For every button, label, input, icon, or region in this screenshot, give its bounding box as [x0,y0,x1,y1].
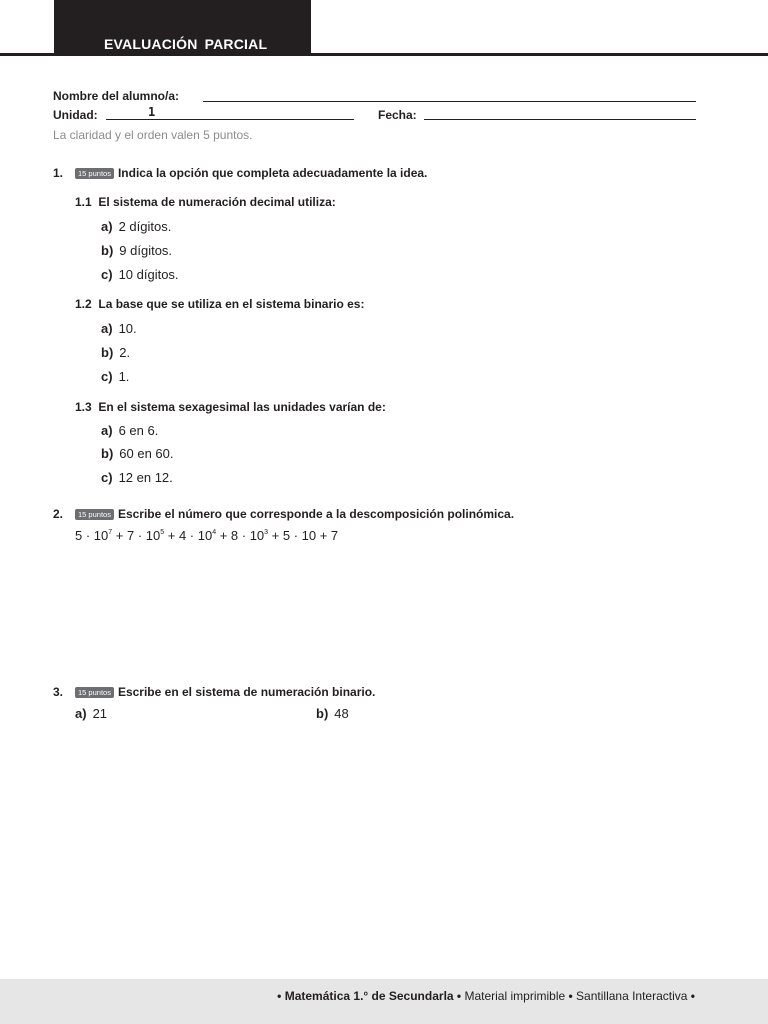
question-3-prompt [75,683,375,701]
option-3-b [316,706,349,721]
points-badge: 15 puntos [75,168,114,179]
formula-exponent: 4 [212,529,217,536]
option-letter: a) [101,423,113,438]
option-letter: c) [101,470,113,485]
footer-publisher: Santillana Interactiva [576,989,688,1003]
option-1-3-a [101,423,158,438]
header-rule [0,53,768,56]
question-number: 1. [53,166,64,180]
option-letter: b) [101,345,114,360]
option-letter: b) [101,243,114,258]
points-badge: 15 puntos [75,509,114,520]
formula-term: + 5 · 10 + 7 [268,528,339,543]
grading-note: La claridad y el orden valen 5 puntos. [53,128,253,142]
unit-label: Unidad: [53,108,98,122]
option-letter: a) [75,706,87,721]
formula-exponent: 7 [108,529,113,536]
subquestion-text: El sistema de numeración decimal utiliza: [98,195,336,209]
subquestion-number: 1.2 [75,297,92,311]
option-letter: c) [101,267,113,282]
date-line[interactable] [424,119,696,120]
option-1-2-c [101,369,129,384]
formula-exponent: 5 [160,529,165,536]
subquestion-1-2 [75,297,364,311]
option-letter: b) [316,706,329,721]
footer-bullet: • [568,989,573,1003]
formula-term: + 8 · 10 [216,528,265,543]
name-label: Nombre del alumno/a: [53,89,180,103]
option-text: 10 dígitos. [118,267,179,282]
option-1-2-a [101,321,137,336]
subquestion-text: La base que se utiliza en el sistema binario es: [98,297,365,311]
subquestion-number: 1.1 [75,195,92,209]
question-text: Escribe el número que corresponde a la descomposición polinómica. [117,507,515,521]
option-1-3-c [101,470,173,485]
question-number: 2. [53,507,64,521]
option-text: 6 en 6. [118,423,159,438]
option-letter: b) [101,446,114,461]
page-title: EVALUACIÓN PARCIAL [104,36,268,52]
option-text: 12 en 12. [118,470,173,485]
formula-exponent: 3 [264,529,269,536]
footer-course: Matemática 1.° de Secundarla [284,989,454,1003]
option-letter: c) [101,369,113,384]
unit-line[interactable] [106,119,354,120]
formula-term: + 7 · 10 [112,528,161,543]
option-1-1-a [101,219,171,234]
option-text: 1. [118,369,130,384]
question-1 [53,164,63,182]
subquestion-1-1 [75,195,336,209]
option-text: 9 dígitos. [119,243,173,258]
option-3-a [75,706,107,721]
question-1-prompt [75,164,427,182]
option-1-2-b [101,345,130,360]
formula-term: + 4 · 10 [164,528,213,543]
date-label: Fecha: [378,108,417,122]
subquestion-text: En el sistema sexagesimal las unidades varían de: [98,400,386,414]
subquestion-1-3 [75,400,386,414]
unit-value: 1 [148,105,156,119]
question-3 [53,683,63,701]
option-letter: a) [101,321,113,336]
subquestion-number: 1.3 [75,400,92,414]
question-2 [53,505,63,523]
points-badge: 15 puntos [75,687,114,698]
option-1-1-b [101,243,172,258]
footer-bullet: • [456,989,462,1003]
option-text: 2. [119,345,131,360]
option-1-1-c [101,267,179,282]
question-2-prompt [75,505,514,523]
footer-bullet: • [277,989,282,1003]
option-text: 60 en 60. [119,446,174,461]
option-text: 2 dígitos. [118,219,172,234]
polynomial-formula [75,528,338,543]
footer-material: Material imprimible [464,989,566,1003]
footer [0,979,768,1024]
option-text: 21 [92,706,108,721]
question-text: Indica la opción que completa adecuadamente la idea. [117,166,428,180]
option-1-3-b [101,446,174,461]
option-text: 10. [118,321,137,336]
option-letter: a) [101,219,113,234]
name-line[interactable] [203,101,696,102]
footer-bullet: • [690,989,695,1003]
footer-text [277,989,695,1003]
option-text: 48 [334,706,349,721]
question-text: Escribe en el sistema de numeración binario. [117,685,376,699]
question-number: 3. [53,685,64,699]
formula-term: 5 · 10 [75,528,109,543]
